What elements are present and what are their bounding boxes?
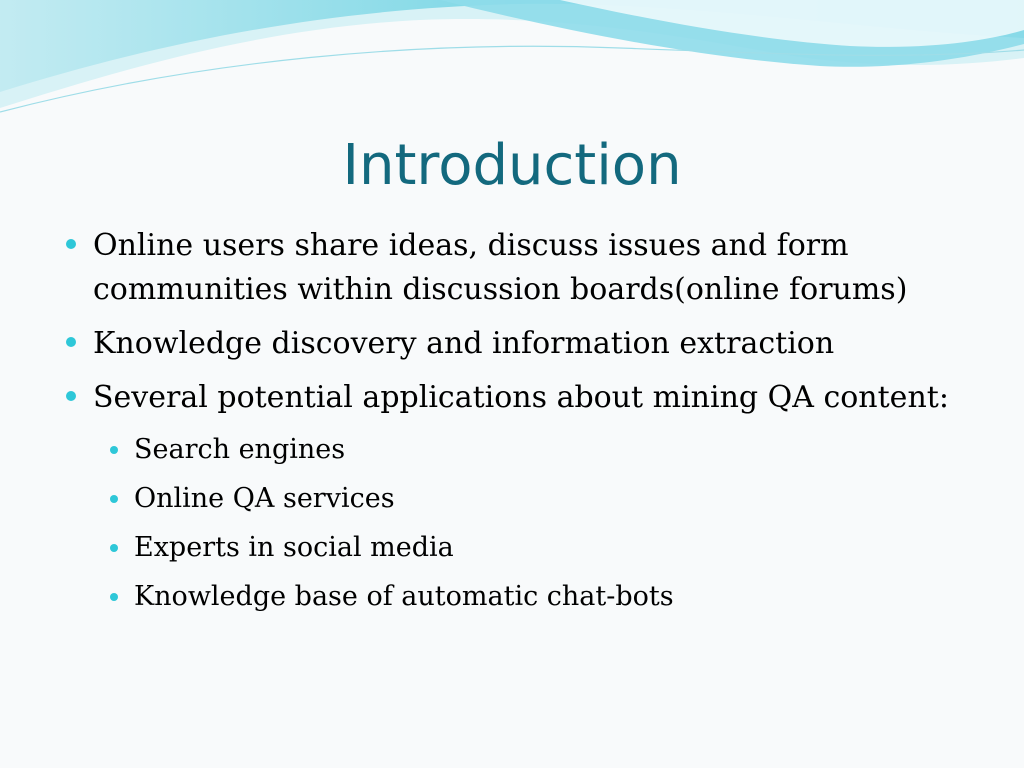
bullet-item — [60, 322, 980, 366]
bullet-dot-icon — [110, 544, 118, 552]
bullet-item — [60, 224, 980, 312]
bullet-text: Online users share ideas, discuss issues and form communities within discussion boards(online forums) — [93, 228, 908, 307]
bullet-dot-icon — [110, 446, 118, 454]
sub-bullet-item — [60, 479, 980, 519]
bullet-text: Several potential applications about mining QA content: — [93, 380, 949, 415]
bullet-dot-icon — [66, 391, 76, 401]
bullet-dot-icon — [66, 239, 76, 249]
sub-bullet-text: Online QA services — [134, 483, 395, 514]
decorative-wave — [0, 0, 1024, 130]
sub-bullet-text: Experts in social media — [134, 532, 454, 563]
bullet-dot-icon — [66, 337, 76, 347]
sub-bullet-item — [60, 430, 980, 470]
sub-bullet-text: Knowledge base of automatic chat-bots — [134, 581, 674, 612]
bullet-text: Knowledge discovery and information extraction — [93, 326, 835, 361]
bullet-dot-icon — [110, 593, 118, 601]
sub-bullet-text: Search engines — [134, 434, 346, 465]
bullet-dot-icon — [110, 495, 118, 503]
sub-bullet-item — [60, 528, 980, 568]
bullet-item — [60, 376, 980, 420]
slide-title: Introduction — [342, 133, 682, 198]
sub-bullet-item — [60, 577, 980, 617]
bullet-list — [60, 224, 980, 626]
